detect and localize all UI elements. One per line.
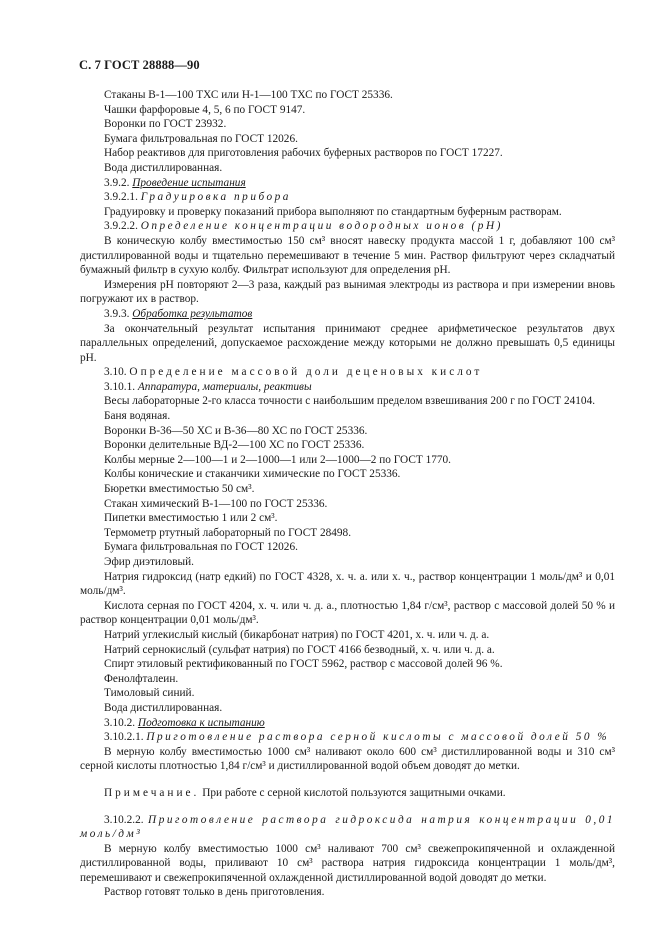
section-number: 3.10.1.: [104, 380, 136, 393]
body-paragraph: В коническую колбу вместимостью 150 см³ вносят навеску продукта массой 1 г, добавляют 100 см³ дистиллированной воды и тщательно перемешивают в течение 5 мин. Раствор фильтруют через складчатый бумажный фильтр в сухую колбу. Фильтрат используют для определения рН.: [80, 234, 615, 277]
body-paragraph: В мерную колбу вместимостью 1000 см³ наливают 700 см³ свежепрокипяченной и охлажденной дистиллированной воды, приливают 10 см³ раствора натрия гидроксида концентрации 1 моль/дм³, перемешивают и свежепрокипяченной охлажденной дистиллированной водой доводят до метки.: [80, 842, 615, 884]
section-title: Приготовление раствора гидроксида натрия концентрации 0,01 моль/дм³: [80, 813, 616, 841]
section-title: Определение массовой доли деценовых кислот: [129, 366, 483, 379]
section-heading: [80, 219, 615, 234]
body-paragraph: Измерения рН повторяют 2—3 раза, каждый раз вынимая электроды из раствора и при измерении вновь погружают их в раствор.: [80, 278, 615, 306]
body-paragraph: Эфир диэтиловый.: [104, 556, 194, 568]
body-paragraph: Натрий углекислый кислый (бикарбонат натрия) по ГОСТ 4201, х. ч. или ч. д. а.: [104, 628, 490, 641]
section-heading: [80, 716, 615, 731]
body-paragraph: Бюретки вместимостью 50 см³.: [104, 483, 255, 496]
body-paragraph: Весы лабораторные 2-го класса точности с наибольшим пределом взвешивания 200 г по ГОСТ 24104.: [104, 395, 596, 408]
section-number: 3.10.: [104, 366, 127, 379]
section-number: 3.10.2.1.: [104, 731, 144, 744]
body-paragraph: Колбы конические и стаканчики химические по ГОСТ 25336.: [104, 468, 401, 481]
body-paragraph: Фенолфталеин.: [104, 672, 179, 685]
section-title: Проведение испытания: [132, 176, 246, 189]
body-paragraph: Градуировку и проверку показаний прибора выполняют по стандартным буферным растворам.: [104, 205, 562, 218]
section-number: 3.9.3.: [104, 307, 130, 320]
body-paragraph: Вода дистиллированная.: [104, 161, 223, 174]
body-paragraph: Набор реактивов для приготовления рабочих буферных растворов по ГОСТ 17227.: [104, 147, 503, 160]
body-paragraph: За окончательный результат испытания принимают среднее арифметическое результатов двух параллельных определений, допускаемое расхождение между которыми не должно превышать 0,5 единицы рН.: [80, 322, 615, 364]
body-paragraph: Раствор готовят только в день приготовления.: [104, 886, 325, 899]
body-paragraph: Колбы мерные 2—100—1 и 2—1000—1 или 2—1000—2 по ГОСТ 1770.: [104, 453, 451, 466]
body-paragraph: Термометр ртутный лабораторный по ГОСТ 28498.: [104, 526, 352, 539]
page-header: С. 7 ГОСТ 28888—90: [79, 58, 200, 72]
body-paragraph: Воронки В-36—50 ХС и В-36—80 ХС по ГОСТ 25336.: [104, 424, 368, 437]
body-paragraph: Стаканы В-1—100 ТХС или Н-1—100 ТХС по ГОСТ 25336.: [104, 89, 393, 101]
body-paragraph: Тимоловый синий.: [104, 687, 195, 700]
section-number: 3.9.2.2.: [104, 220, 138, 233]
body-paragraph: Вода дистиллированная.: [104, 701, 223, 714]
body-paragraph: Баня водяная.: [104, 410, 171, 423]
body-paragraph: Спирт этиловый ректификованный по ГОСТ 5962, раствор с массовой долей 96 %.: [104, 658, 503, 671]
body-paragraph: Бумага фильтровальная по ГОСТ 12026.: [104, 541, 298, 554]
body-paragraph: Воронки делительные ВД-2—100 ХС по ГОСТ 25336.: [104, 439, 365, 452]
section-heading: [80, 307, 615, 322]
body-paragraph: Натрий сернокислый (сульфат натрия) по ГОСТ 4166 безводный, х. ч. или ч. д. а.: [104, 643, 495, 656]
body-paragraph: Чашки фарфоровые 4, 5, 6 по ГОСТ 9147.: [104, 103, 306, 116]
section-heading: [80, 813, 615, 842]
section-title: Обработка результатов: [132, 307, 253, 320]
section-heading: [80, 730, 615, 745]
note-label: Примечание.: [104, 786, 200, 799]
note-paragraph: [80, 786, 615, 801]
body-paragraph: Стакан химический В-1—100 по ГОСТ 25336.: [104, 497, 328, 510]
section-title: Определение концентрации водородных ионов (рН): [140, 220, 503, 233]
section-heading: [80, 365, 615, 380]
body-paragraph: Пипетки вместимостью 1 или 2 см³.: [104, 512, 278, 525]
body-paragraph: Натрия гидроксид (натр едкий) по ГОСТ 4328, х. ч. а. или х. ч., раствор концентрации 1 моль/дм³ и 0,01 моль/дм³.: [80, 570, 615, 598]
section-title: Подготовка к испытанию: [137, 716, 265, 729]
section-number: 3.10.2.: [104, 716, 136, 729]
section-heading: [80, 190, 615, 205]
section-title: Градуировка прибора: [140, 191, 291, 204]
note-text: При работе с серной кислотой пользуются защитными очками.: [202, 786, 506, 799]
section-title: Аппаратура, материалы, реактивы: [137, 380, 312, 393]
section-heading: [80, 380, 615, 395]
body-paragraph: Воронки по ГОСТ 23932.: [104, 118, 227, 131]
body-paragraph: В мерную колбу вместимостью 1000 см³ наливают около 600 см³ дистиллированной воды и 310 см³ серной кислоты плотностью 1,84 г/см³ и дистиллированной водой объем доводят до метки.: [80, 745, 615, 773]
body-paragraph: Кислота серная по ГОСТ 4204, х. ч. или ч. д. а., плотностью 1,84 г/см³, раствор с массовой долей 50 % и раствор концентрации 0,01 моль/дм³.: [80, 599, 615, 627]
section-heading: [80, 176, 615, 191]
section-number: 3.9.2.1.: [104, 191, 138, 204]
section-title: Приготовление раствора серной кислоты с массовой долей 50 %: [146, 731, 610, 744]
document-body: [80, 88, 615, 900]
section-number: 3.9.2.: [104, 176, 130, 189]
section-number: 3.10.2.2.: [104, 813, 144, 826]
body-paragraph: Бумага фильтровальная по ГОСТ 12026.: [104, 132, 298, 145]
